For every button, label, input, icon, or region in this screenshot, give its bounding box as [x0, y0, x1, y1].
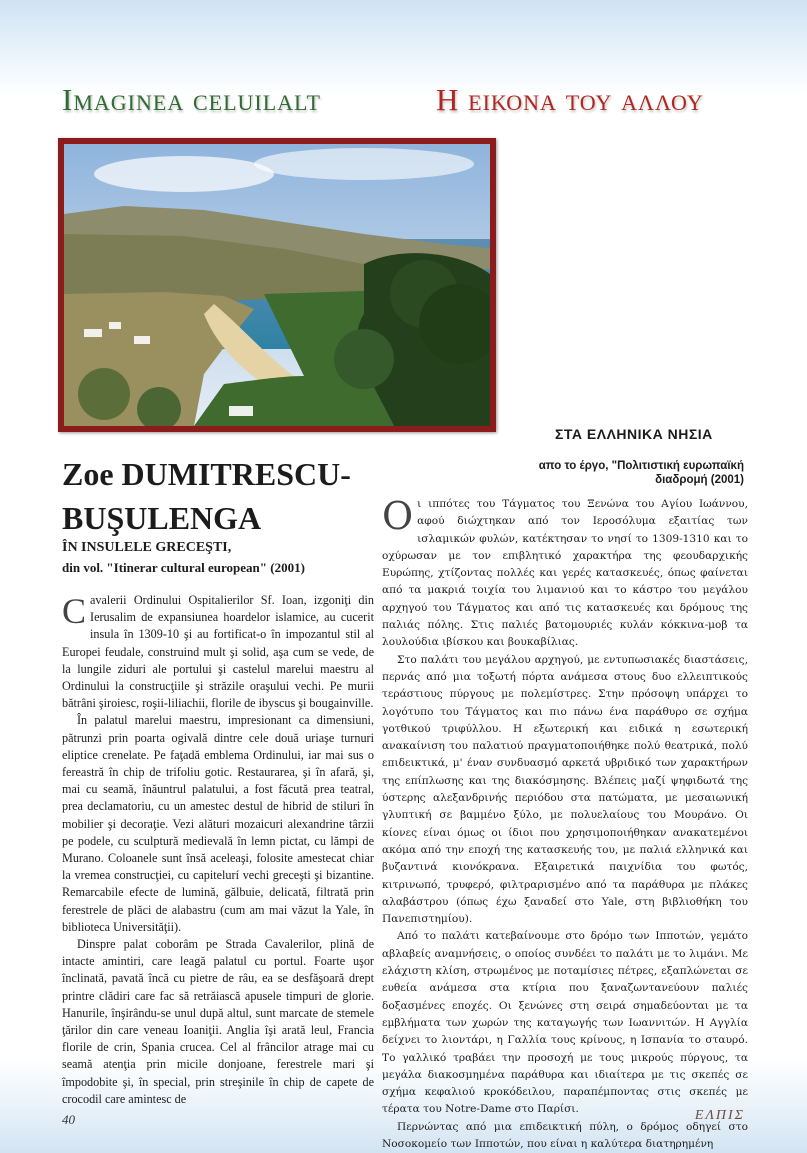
greek-paragraph-1: Οι ιππότες του Τάγματος του Ξενώνα του Αγίου Ιωάννου, αφού διώχτηκαν από τον Ιεροσόλυμα εξαιτίας των ισλαμικών φυλών, κατέκτησαν το νησί το 1309-1310 και το οχύρωσαν με τον επιβλητικό χαρακτήρα της φεουδαρχικής Ευρώπης, χτίζοντας πολλές και γερές κατασκευές, όπως φαίνεται από τα μακριά τοιχία του λιμανιού και το κάστρο του μεγάλου αρχηγού του Τάγματος και από τις κατασκευές και δρόμους της παλιάς πόλης. Στις παλιές βατομουριές κυλάν κόκκινα-μοβ τα λουλούδια ιβίσκου και βουκαβίλιας. [382, 494, 748, 649]
greek-paragraph-4: Περνώντας από μια επιδεικτική πύλη, ο δρόμος οδηγεί στο Νοσοκομείο των Ιπποτών, που είναι η καλύτερα διατηρημένη [382, 1120, 748, 1150]
header-title-ro: Imaginea celuilalt [62, 82, 321, 117]
greek-paragraph-2: Στο παλάτι του μεγάλου αρχηγού, με εντυπωσιακές διαστάσεις, περνάς από μια τοξωτή πόρτα ανάμεσα στους δυο ελλειπτικούς τεράστιους πύργους με πολεμίστρες. Στην πρόσοψη υπάρχει το λογότυπο του Τάγματος και πιο πάνω ένα παράθυρο σε σχήμα γοτθικού τριφύλλου. Η εξωτερική και ειδικά η εσωτερική ανακαίνιση του παλατιού πραγματοποιήθηκε πολύ θεατρικά, πολύ επιδεικτικά, μ' έναν συνδυασμό αρκετά υβριδικό των χαρακτήρων της επίπλωσης και της διακόσμησης. Βλέπεις μαζί ψηφιδωτά της ύστερης αλεξανδρινής περιόδου στα πατώματα, με μεσαιωνική γλυπτική σε βαμμένο ξύλο, με πολυελαίους του Μουράνο. Οι κίονες είναι όμως οι ίδιοι που χρησιμοποιήθηκαν ανακατεμένοι ακόμα από την εποχή της κατασκευής του, με παλιά ελληνικά και βυζαντινά κιονόκρανα. Εξαιρετικά παιχνίδια του φωτός, κιτρινωπό, τρυφερό, φιλτραρισμένο από τα παράθυρα με πλάκες αλαβάστρου (όπως έχω ξαναδεί στο Yale, στη βιβλιοθήκη του Πανεπιστημίου). [382, 653, 748, 926]
romanian-paragraph-2: În palatul marelui maestru, impresionant ca dimensiuni, pătrunzi prin poarta ogivală dintre cele două uriaşe turnuri eliptice crenelate. Pe faţadă emblema Ordinului, iar mai sus o fereastră în chip de trifoliu gotic. Restaurarea, şi în afară, şi, mai cu seamă, înăuntrul palatului, a fost făcută prea teatral, prea declamatoriu, cu un amestec destul de hibrid de stiluri în mobilier şi decoraţie. Vezi alături mozaicuri alexandrine târzii pe podele, cu sculptură medievală în lemn pictat, cu lămpi de Murano. Coloanele sunt însă aceleaşi, folosite amestecat chiar la vremea construcţiei, cu capitelurí vechi greceşti şi bizantine. Remarcabile efecte de lumină, gălbuie, delicată, filtrată prin ferestrele de plăci de alabastru (cum am mai văzut la Yale, în biblioteca Universităţii). [62, 713, 374, 934]
romanian-subtitle: ÎN INSULELE GRECEŞTI, [62, 540, 232, 555]
magazine-name: ΕΛΠΙΣ [694, 1108, 745, 1123]
greek-source-line2: διαδρομή (2001) [655, 474, 744, 486]
romanian-paragraph-1: Cavalerii Ordinului Ospitalierilor Sf. Ioan, izgoniţi din Ierusalim de expansiunea hoardelor islamice, au cucerit insula în 1309-10 şi au fortificat-o în impozantul stil al Europei feudale, construind mult şi solid, aşa cum se vede, de la lungile ziduri ale portului şi castelul marelui maestru al Ordinului la construcţiile şi străzile oraşului vechi. Pe murii bătrâni şiroiesc, roşii-liliachii, florile de ibyscus şi bougainville. [62, 591, 374, 711]
romanian-source: din vol. "Itinerar cultural european" (2001) [62, 560, 305, 575]
header-title-gr: Η εικονα του αλλου [436, 82, 704, 117]
page-number: 40 [62, 1112, 75, 1127]
romanian-author-title: Zoe DUMITRESCU-BUŞULENGA [62, 456, 351, 536]
greek-paragraph-3: Από το παλάτι κατεβαίνουμε στο δρόμο των Ιπποτών, γεμάτο αβλαβείς αναμνήσεις, ο οποίος συνδέει το παλάτι με το λιμάνι. Με ελάχιστη κλίση, στρωμένος με ποταμίσιες πέτρες, εξαπλώνεται σε ευθεία ανάμεσα στα κτίρια που ξαναζωντανεύουν παλιές δοξασμένες εποχές. Οι ξενώνες στη σειρά σημαδεύονται με τα εμβλήματα των χωρών της καταγωγής των Ιωαννιτών. Η Αγγλία δείχνει το λιοντάρι, η Γαλλία τους κρίνους, η Ισπανία το σταυρό. Το γαλλικό τραβάει την προσοχή με τους μικρούς πύργους, τα μεγάλα διακοσμημένα παράθυρα και ιδιαίτερα με τις σκεπές σε σχήμα κεφαλιού κροκόδειλου, παραπέμποντας στις σκεπές με τέρατα του Notre-Dame στο Παρίσι. [382, 930, 748, 1116]
greek-drop-cap: Ο [382, 494, 414, 538]
greek-text-column [382, 496, 748, 1153]
greek-title: ΣΤΑ ΕΛΛΗΝΙΚΑ ΝΗΣΙΑ [555, 426, 713, 442]
romanian-paragraph-3: Dinspre palat coborâm pe Strada Cavalerilor, plină de intacte amintiri, care leagă palatul cu portul. Foarte uşor înclinată, pavată încă cu pietre de râu, ea se desfăşoară drept printre clădiri care fac să retrăiască apusele timpuri de glorie. Hanurile, înşirându-se unul după altul, sunt marcate de stemele ţărilor din care veneau Ioaniţii. Anglia îşi arată leul, Francia florile de crin, Spania crucea. Cel al frâncilor atrage mai cu seamă atenţia prin micile donjoane, ferestrele mari şi împodobite şi, în special, prin streşinile în chip de capete de crocodil care amintesc de [62, 937, 374, 1106]
romanian-text-column [62, 592, 374, 1108]
photo-frame [58, 138, 496, 432]
landscape-photo [64, 144, 490, 426]
greek-source-line1: απο το έργο, "Πολιτιστική ευρωπαϊκή [538, 460, 744, 472]
romanian-drop-cap: C [62, 591, 87, 631]
